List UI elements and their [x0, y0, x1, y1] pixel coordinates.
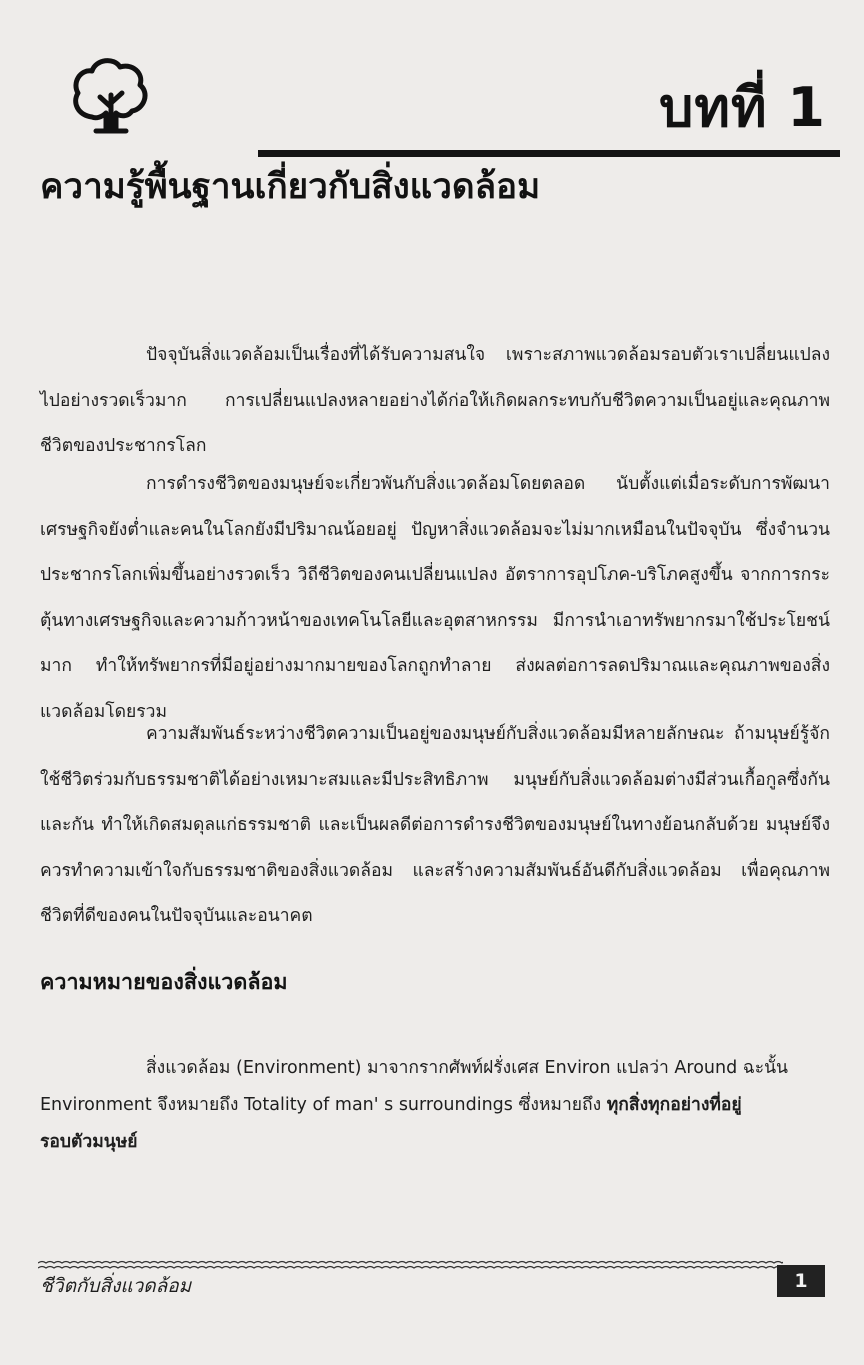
title-rule — [258, 150, 840, 157]
definition-paragraph — [40, 1050, 830, 1161]
definition-text: Environment จึงหมายถึง Totality of man' s surroundings ซึ่งหมายถึง — [40, 1095, 602, 1115]
paragraph: ปัจจุบันสิ่งแวดล้อมเป็นเรื่องที่ได้รับความสนใจ เพราะสภาพแวดล้อมรอบตัวเราเปลี่ยนแปลงไปอย่างรวดเร็วมาก การเปลี่ยนแปลงหลายอย่างได้ก่อให้เกิดผลกระทบกับชีวิตความเป็นอยู่และคุณภาพชีวิตของประชากรโลก — [40, 345, 830, 457]
definition-emphasis: ทุกสิ่งทุกอย่างที่อยู่ — [606, 1095, 742, 1115]
paragraph: การดำรงชีวิตของมนุษย์จะเกี่ยวพันกับสิ่งแวดล้อมโดยตลอด นับตั้งแต่เมื่อระดับการพัฒนาเศรษฐกิจยังต่ำและคนในโลกยังมีปริมาณน้อยอยู่ ปัญหาสิ่งแวดล้อมจะไม่มากเหมือนในปัจจุบัน ซึ่งจำนวนประชากรโลกเพิ่มขึ้นอย่างรวดเร็ว วิถีชีวิตของคนเปลี่ยนแปลง อัตราการอุปโภค-บริโภคสูงขึ้น จากการกระตุ้นทางเศรษฐกิจและความก้าวหน้าของเทคโนโลยีและอุตสาหกรรม มีการนำเอาทรัพยากรมาใช้ประโยชน์มาก ทำให้ทรัพยากรที่มีอยู่อย่างมากมายของโลกถูกทำลาย ส่งผลต่อการลดปริมาณและคุณภาพของสิ่งแวดล้อมโดยรวม — [40, 474, 830, 722]
intro-paragraph-1 — [40, 333, 830, 470]
page-number: 1 — [777, 1265, 825, 1297]
intro-paragraph-2 — [40, 462, 830, 736]
intro-paragraph-3 — [40, 712, 830, 940]
footer-book-title: ชีวิตกับสิ่งแวดล้อม — [40, 1275, 192, 1297]
section-heading: ความหมายของสิ่งแวดล้อม — [40, 970, 288, 995]
chapter-label: บทที่ 1 — [659, 76, 826, 139]
definition-line: สิ่งแวดล้อม (Environment) มาจากรากศัพท์ฝรั่งเศส Environ แปลว่า Around ฉะนั้น — [146, 1058, 789, 1078]
paragraph: ความสัมพันธ์ระหว่างชีวิตความเป็นอยู่ของมนุษย์กับสิ่งแวดล้อมมีหลายลักษณะ ถ้ามนุษย์รู้จักใช้ชีวิตร่วมกับธรรมชาติได้อย่างเหมาะสมและมีประสิทธิภาพ มนุษย์กับสิ่งแวดล้อมต่างมีส่วนเกื้อกูลซึ่งกันและกัน ทำให้เกิดสมดุลแก่ธรรมชาติ และเป็นผลดีต่อการดำรงชีวิตของมนุษย์ในทางย้อนกลับด้วย มนุษย์จึงควรทำความเข้าใจกับธรรมชาติของสิ่งแวดล้อม และสร้างความสัมพันธ์อันดีกับสิ่งแวดล้อม เพื่อคุณภาพชีวิตที่ดีของคนในปัจจุบันและอนาคต — [40, 724, 830, 927]
definition-line — [40, 1087, 830, 1124]
page-title: ความรู้พื้นฐานเกี่ยวกับสิ่งแวดล้อม — [40, 167, 541, 207]
definition-emphasis: รอบตัวมนุษย์ — [40, 1132, 138, 1152]
tree-icon — [70, 55, 152, 135]
